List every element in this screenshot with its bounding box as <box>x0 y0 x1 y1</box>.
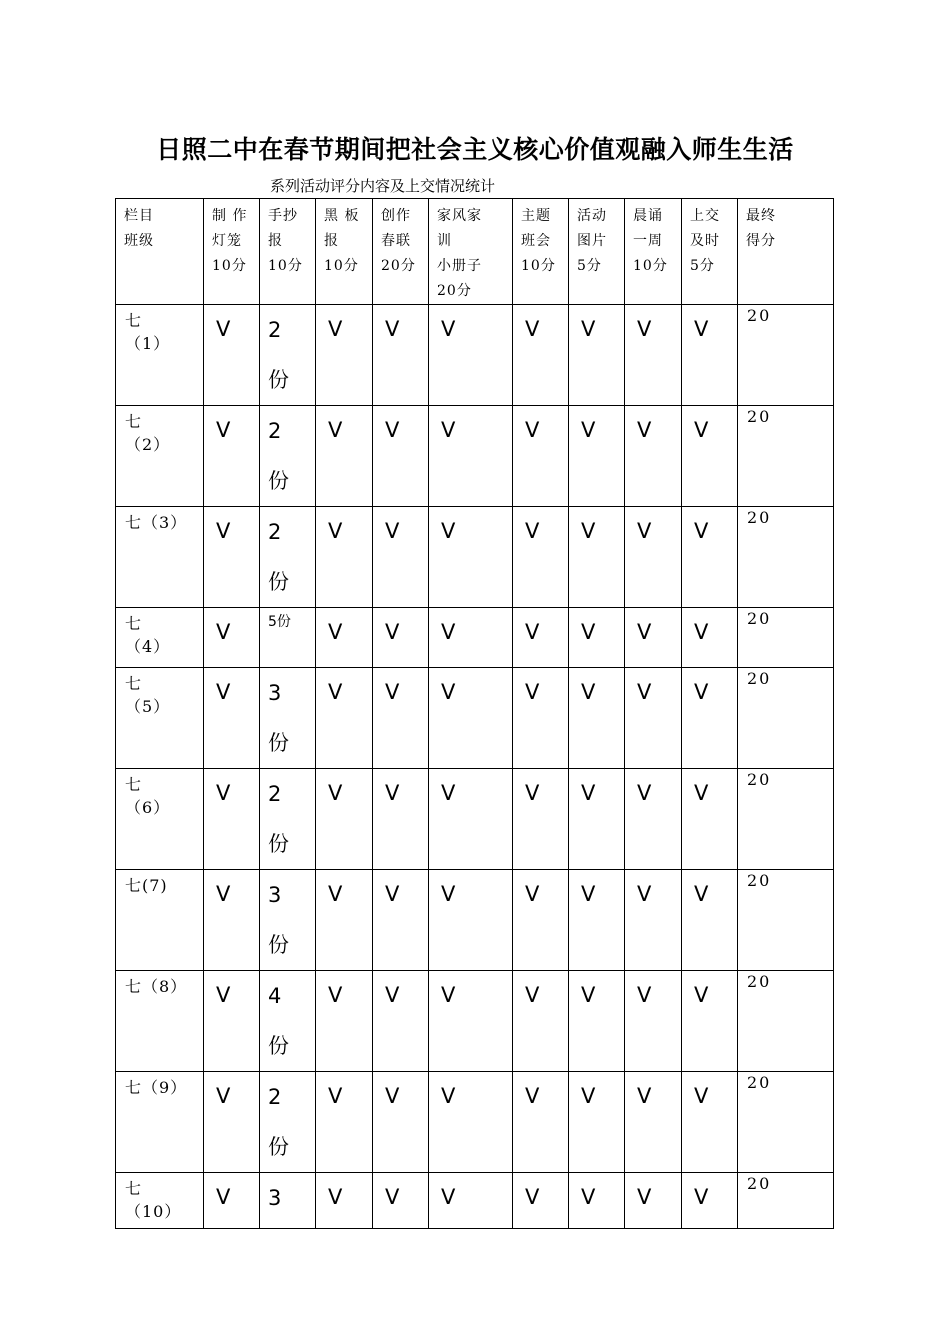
table-cell <box>625 870 682 971</box>
table-cell <box>260 668 316 769</box>
handcopy-count: 2 份 <box>268 318 289 392</box>
blackboard-mark: V <box>328 519 343 543</box>
meeting-mark: V <box>525 317 540 341</box>
blackboard-mark: V <box>328 1185 343 1209</box>
table-row <box>116 870 834 971</box>
table-cell <box>204 668 260 769</box>
header-cell <box>429 199 513 305</box>
handcopy-count: 4 份 <box>268 984 289 1058</box>
photo-mark: V <box>581 418 596 442</box>
lantern-mark: V <box>216 317 231 341</box>
header-label: 晨诵 一周 10分 <box>633 208 668 274</box>
table-cell <box>260 870 316 971</box>
table-cell <box>625 305 682 406</box>
booklet-mark: V <box>441 519 456 543</box>
handcopy-count: 3 份 <box>268 681 289 755</box>
table-cell <box>738 305 834 406</box>
reading-mark: V <box>637 983 652 1007</box>
table-row <box>116 608 834 668</box>
photo-mark: V <box>581 1084 596 1108</box>
header-cell <box>569 199 625 305</box>
lantern-mark: V <box>216 1185 231 1209</box>
couplet-mark: V <box>385 1185 400 1209</box>
booklet-mark: V <box>441 620 456 644</box>
table-row <box>116 1072 834 1173</box>
table-cell <box>316 507 373 608</box>
class-label: 七 （10） <box>125 1179 182 1221</box>
timely-mark: V <box>694 983 709 1007</box>
table-cell <box>116 608 204 668</box>
table-cell <box>513 608 569 668</box>
couplet-mark: V <box>385 882 400 906</box>
table-row <box>116 305 834 406</box>
timely-mark: V <box>694 1185 709 1209</box>
handcopy-count: 2 份 <box>268 419 289 493</box>
header-label: 最终 得分 <box>746 208 776 249</box>
booklet-mark: V <box>441 1084 456 1108</box>
table-cell <box>429 1173 513 1229</box>
header-label: 黑 板 报 10分 <box>324 208 360 274</box>
class-label: 七（9） <box>125 1078 188 1097</box>
header-cell <box>260 199 316 305</box>
header-label: 上交 及时 5分 <box>690 208 720 274</box>
table-row <box>116 971 834 1072</box>
meeting-mark: V <box>525 519 540 543</box>
booklet-mark: V <box>441 1185 456 1209</box>
blackboard-mark: V <box>328 1084 343 1108</box>
table-cell <box>682 870 738 971</box>
table-cell <box>513 971 569 1072</box>
table-cell <box>625 668 682 769</box>
table-cell <box>316 668 373 769</box>
table-cell <box>260 507 316 608</box>
table-cell <box>204 406 260 507</box>
reading-mark: V <box>637 620 652 644</box>
final-score: 20 <box>747 1073 772 1092</box>
table-cell <box>513 769 569 870</box>
final-score: 20 <box>747 508 772 527</box>
meeting-mark: V <box>525 983 540 1007</box>
table-cell <box>204 507 260 608</box>
header-label: 制 作 灯笼 10分 <box>212 208 248 274</box>
handcopy-count: 3 份 <box>268 883 289 957</box>
lantern-mark: V <box>216 781 231 805</box>
class-label: 七(7) <box>125 876 168 895</box>
table-row <box>116 507 834 608</box>
header-cell <box>682 199 738 305</box>
table-cell <box>260 1173 316 1229</box>
table-cell <box>204 971 260 1072</box>
handcopy-count: 5份 <box>268 614 291 630</box>
table-cell <box>738 870 834 971</box>
table-cell <box>316 1173 373 1229</box>
timely-mark: V <box>694 882 709 906</box>
table-cell <box>116 668 204 769</box>
final-score: 20 <box>747 1174 772 1193</box>
table-cell <box>569 668 625 769</box>
table-cell <box>116 1173 204 1229</box>
table-cell <box>569 507 625 608</box>
table-cell <box>738 769 834 870</box>
timely-mark: V <box>694 519 709 543</box>
lantern-mark: V <box>216 1084 231 1108</box>
meeting-mark: V <box>525 1084 540 1108</box>
blackboard-mark: V <box>328 418 343 442</box>
meeting-mark: V <box>525 882 540 906</box>
header-label: 栏目 班级 <box>124 208 154 249</box>
table-cell <box>204 870 260 971</box>
couplet-mark: V <box>385 620 400 644</box>
photo-mark: V <box>581 620 596 644</box>
couplet-mark: V <box>385 983 400 1007</box>
table-cell <box>204 305 260 406</box>
table-cell <box>429 1072 513 1173</box>
final-score: 20 <box>747 669 772 688</box>
timely-mark: V <box>694 418 709 442</box>
table-cell <box>116 305 204 406</box>
handcopy-count: 2 份 <box>268 782 289 856</box>
booklet-mark: V <box>441 317 456 341</box>
class-label: 七 （6） <box>125 775 171 817</box>
table-cell <box>373 971 429 1072</box>
document-subtitle: 系列活动评分内容及上交情况统计 <box>270 177 496 195</box>
header-label: 主题 班会 10分 <box>521 208 556 274</box>
photo-mark: V <box>581 317 596 341</box>
header-row <box>116 199 834 305</box>
table-cell <box>373 1072 429 1173</box>
table-cell <box>513 406 569 507</box>
header-cell <box>738 199 834 305</box>
table-cell <box>513 1173 569 1229</box>
header-cell <box>116 199 204 305</box>
meeting-mark: V <box>525 1185 540 1209</box>
table-row <box>116 668 834 769</box>
table-cell <box>682 1173 738 1229</box>
timely-mark: V <box>694 680 709 704</box>
lantern-mark: V <box>216 620 231 644</box>
class-label: 七（8） <box>125 977 188 996</box>
table-cell <box>625 406 682 507</box>
header-cell <box>625 199 682 305</box>
meeting-mark: V <box>525 418 540 442</box>
meeting-mark: V <box>525 680 540 704</box>
final-score: 20 <box>747 306 772 325</box>
final-score: 20 <box>747 407 772 426</box>
table-cell <box>738 507 834 608</box>
table-cell <box>316 769 373 870</box>
table-cell <box>513 1072 569 1173</box>
handcopy-count: 2 份 <box>268 1085 289 1159</box>
blackboard-mark: V <box>328 983 343 1007</box>
table-cell <box>569 769 625 870</box>
table-cell <box>513 870 569 971</box>
reading-mark: V <box>637 680 652 704</box>
table-cell <box>429 608 513 668</box>
table-cell <box>316 406 373 507</box>
reading-mark: V <box>637 317 652 341</box>
header-label: 家风家 训 小册子 20分 <box>437 208 482 299</box>
photo-mark: V <box>581 781 596 805</box>
reading-mark: V <box>637 1185 652 1209</box>
table-cell <box>316 608 373 668</box>
table-cell <box>116 406 204 507</box>
table-cell <box>373 668 429 769</box>
final-score: 20 <box>747 972 772 991</box>
header-cell <box>316 199 373 305</box>
booklet-mark: V <box>441 882 456 906</box>
header-label: 活动 图片 5分 <box>577 208 607 274</box>
table-cell <box>682 507 738 608</box>
table-cell <box>429 870 513 971</box>
table-cell <box>738 971 834 1072</box>
timely-mark: V <box>694 317 709 341</box>
header-label: 手抄 报 10分 <box>268 208 303 274</box>
blackboard-mark: V <box>328 680 343 704</box>
table-cell <box>513 507 569 608</box>
lantern-mark: V <box>216 519 231 543</box>
table-cell <box>116 1072 204 1173</box>
table-cell <box>625 971 682 1072</box>
table-cell <box>738 1173 834 1229</box>
booklet-mark: V <box>441 680 456 704</box>
header-cell <box>204 199 260 305</box>
table-cell <box>316 870 373 971</box>
reading-mark: V <box>637 781 652 805</box>
table-cell <box>204 608 260 668</box>
table-cell <box>682 668 738 769</box>
class-label: 七 （2） <box>125 412 171 454</box>
table-cell <box>116 971 204 1072</box>
handcopy-count: 2 份 <box>268 520 289 594</box>
table-cell <box>513 668 569 769</box>
photo-mark: V <box>581 983 596 1007</box>
couplet-mark: V <box>385 317 400 341</box>
table-cell <box>569 305 625 406</box>
table-cell <box>373 406 429 507</box>
table-cell <box>682 608 738 668</box>
reading-mark: V <box>637 882 652 906</box>
table-cell <box>260 1072 316 1173</box>
photo-mark: V <box>581 882 596 906</box>
table-cell <box>682 769 738 870</box>
blackboard-mark: V <box>328 620 343 644</box>
blackboard-mark: V <box>328 882 343 906</box>
table-cell <box>682 971 738 1072</box>
final-score: 20 <box>747 609 772 628</box>
table-cell <box>569 608 625 668</box>
table-cell <box>429 769 513 870</box>
table-cell <box>625 769 682 870</box>
photo-mark: V <box>581 519 596 543</box>
reading-mark: V <box>637 1084 652 1108</box>
table-cell <box>429 305 513 406</box>
couplet-mark: V <box>385 781 400 805</box>
table-cell <box>373 1173 429 1229</box>
table-cell <box>682 406 738 507</box>
table-cell <box>316 1072 373 1173</box>
table-cell <box>682 1072 738 1173</box>
table-cell <box>373 769 429 870</box>
meeting-mark: V <box>525 781 540 805</box>
booklet-mark: V <box>441 983 456 1007</box>
reading-mark: V <box>637 519 652 543</box>
table-cell <box>429 668 513 769</box>
table-cell <box>429 507 513 608</box>
final-score: 20 <box>747 871 772 890</box>
table-cell <box>373 608 429 668</box>
booklet-mark: V <box>441 781 456 805</box>
reading-mark: V <box>637 418 652 442</box>
table-cell <box>569 406 625 507</box>
couplet-mark: V <box>385 418 400 442</box>
score-table <box>115 198 834 1229</box>
table-cell <box>625 608 682 668</box>
header-label: 创作 春联 20分 <box>381 208 416 274</box>
table-cell <box>738 608 834 668</box>
photo-mark: V <box>581 680 596 704</box>
timely-mark: V <box>694 1084 709 1108</box>
table-cell <box>625 507 682 608</box>
table-cell <box>682 305 738 406</box>
table-cell <box>373 507 429 608</box>
lantern-mark: V <box>216 418 231 442</box>
table-row <box>116 769 834 870</box>
table-cell <box>260 406 316 507</box>
table-cell <box>316 971 373 1072</box>
blackboard-mark: V <box>328 317 343 341</box>
timely-mark: V <box>694 620 709 644</box>
class-label: 七 （5） <box>125 674 171 716</box>
table-cell <box>204 1072 260 1173</box>
table-cell <box>569 971 625 1072</box>
table-cell <box>260 769 316 870</box>
table-cell <box>204 1173 260 1229</box>
couplet-mark: V <box>385 680 400 704</box>
table-cell <box>429 406 513 507</box>
lantern-mark: V <box>216 983 231 1007</box>
table-cell <box>513 305 569 406</box>
table-cell <box>738 668 834 769</box>
timely-mark: V <box>694 781 709 805</box>
header-cell <box>513 199 569 305</box>
meeting-mark: V <box>525 620 540 644</box>
table-cell <box>373 870 429 971</box>
table-cell <box>625 1173 682 1229</box>
table-row <box>116 406 834 507</box>
document-title: 日照二中在春节期间把社会主义核心价值观融入师生生活 <box>156 135 794 164</box>
table-cell <box>738 1072 834 1173</box>
handcopy-count: 3 <box>268 1186 282 1210</box>
lantern-mark: V <box>216 680 231 704</box>
table-cell <box>373 305 429 406</box>
class-label: 七 （1） <box>125 311 171 353</box>
header-cell <box>373 199 429 305</box>
table-cell <box>204 769 260 870</box>
class-label: 七 （4） <box>125 614 171 656</box>
final-score: 20 <box>747 770 772 789</box>
table-cell <box>569 1072 625 1173</box>
table-cell <box>116 769 204 870</box>
table-cell <box>116 507 204 608</box>
class-label: 七（3） <box>125 513 188 532</box>
couplet-mark: V <box>385 1084 400 1108</box>
table-cell <box>260 971 316 1072</box>
table-cell <box>116 870 204 971</box>
table-cell <box>569 870 625 971</box>
photo-mark: V <box>581 1185 596 1209</box>
lantern-mark: V <box>216 882 231 906</box>
blackboard-mark: V <box>328 781 343 805</box>
couplet-mark: V <box>385 519 400 543</box>
table-cell <box>625 1072 682 1173</box>
table-cell <box>569 1173 625 1229</box>
table-cell <box>429 971 513 1072</box>
table-cell <box>316 305 373 406</box>
table-cell <box>738 406 834 507</box>
table-cell <box>260 305 316 406</box>
table-row <box>116 1173 834 1229</box>
booklet-mark: V <box>441 418 456 442</box>
